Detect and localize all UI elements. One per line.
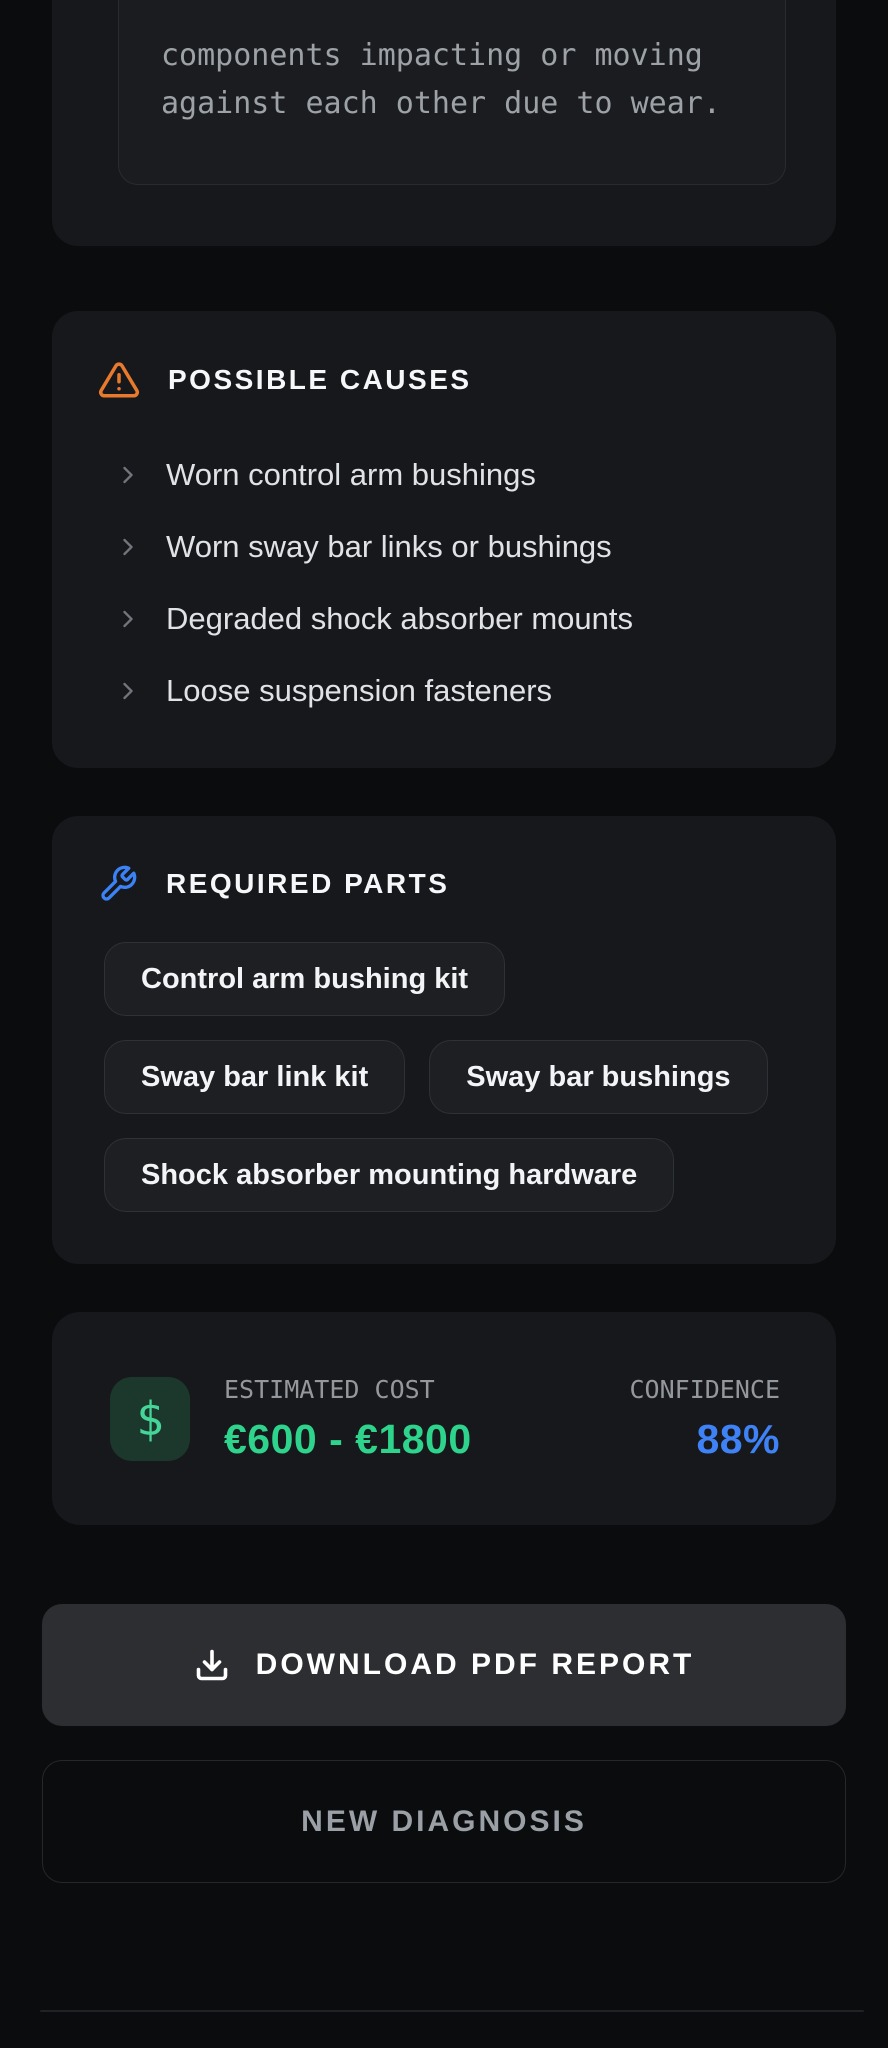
cause-label: Loose suspension fasteners [166,673,553,708]
part-chip: Control arm bushing kit [104,942,505,1016]
possible-causes-header [98,359,472,401]
cause-row[interactable] [114,583,790,655]
required-parts-card [52,816,836,1264]
download-icon [194,1647,230,1683]
confidence-label: CONFIDENCE [629,1374,780,1404]
chevron-right-icon [114,605,142,633]
bottom-divider [40,2010,864,2012]
wrench-icon [98,864,138,904]
cause-row[interactable] [114,511,790,583]
confidence-block [629,1375,780,1463]
required-parts-header [98,864,449,904]
chevron-right-icon [114,533,142,561]
possible-causes-title: POSSIBLE CAUSES [168,364,472,395]
cause-label: Worn sway bar links or bushings [166,529,612,564]
cause-label: Worn control arm bushings [166,457,536,492]
download-pdf-report-label: DOWNLOAD PDF REPORT [255,1648,695,1681]
estimated-cost-value: €600 - €1800 [224,1415,472,1462]
alert-triangle-icon [98,359,140,401]
dollar-symbol: $ [136,1391,164,1446]
diagnosis-description-panel [118,0,786,185]
part-chip: Sway bar bushings [429,1040,767,1114]
required-parts-list [104,942,790,1212]
cause-label: Degraded shock absorber mounts [166,601,633,636]
cause-row[interactable] [114,439,790,511]
new-diagnosis-label: NEW DIAGNOSIS [301,1804,587,1838]
confidence-value: 88% [696,1415,780,1462]
chevron-right-icon [114,677,142,705]
required-parts-title: REQUIRED PARTS [166,868,450,899]
estimate-card [52,1312,836,1525]
chevron-right-icon [114,461,142,489]
possible-causes-list [114,439,790,727]
diagnosis-description-text: components impacting or moving against each other due to wear. [161,38,721,121]
estimated-cost-block [224,1375,472,1463]
dollar-icon [110,1377,190,1461]
part-chip: Sway bar link kit [104,1040,405,1114]
part-chip: Shock absorber mounting hardware [104,1138,674,1212]
download-pdf-report-button[interactable] [42,1604,846,1726]
possible-causes-card [52,311,836,768]
cause-row[interactable] [114,655,790,727]
new-diagnosis-button[interactable] [42,1760,846,1883]
estimated-cost-label: ESTIMATED COST [224,1374,435,1404]
diagnosis-description-card [52,0,836,246]
